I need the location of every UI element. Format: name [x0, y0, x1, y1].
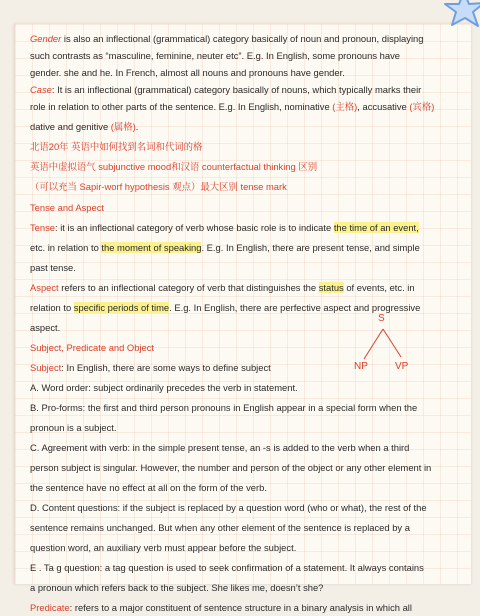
tense-line-2: etc. in relation to the moment of speaking. E.g. In English, there are present tense, and simple	[30, 242, 420, 253]
tense-line-3: past tense.	[30, 262, 76, 273]
gender-line-2: such contrasts as “masculine, feminine, neuter etc”. E.g. In English, some pronouns have	[30, 50, 400, 61]
tree-node-root: S	[378, 313, 385, 324]
gender-line-3: gender. she and he. In French, almost all nouns and pronouns have gender.	[30, 67, 345, 78]
term-tense: Tense	[30, 222, 56, 233]
highlight: specific periods of time	[73, 302, 170, 313]
term-predicate: Predicate	[30, 602, 70, 613]
tense-line-1: Tense: it is an inflectional category of verb whose basic role is to indicate the time of an event,	[30, 222, 419, 233]
item-c-1: C. Agreement with verb: in the simple present tense, an -s is added to the verb when a third	[30, 442, 410, 453]
item-e-2: a pronoun which refers back to the subject. She likes me, doesn’t she?	[30, 582, 324, 593]
predicate-line: Predicate: refers to a major constituent of sentence structure in a binary analysis in which all	[30, 602, 412, 613]
star-icon	[428, 0, 480, 32]
term-aspect: Aspect	[30, 282, 59, 293]
case-line-2: role in relation to other parts of the sentence. E.g. In English, nominative (主格), accusative (宾格)	[30, 101, 435, 112]
term-gender: Gender	[30, 33, 62, 44]
item-d-2: sentence remains unchanged. But when any other element of the sentence is replaced by a	[30, 522, 410, 533]
subject-line: Subject: In English, there are some ways to define subject	[30, 362, 271, 373]
aspect-line-1: Aspect refers to an inflectional category of verb that distinguishes the status of events, etc. in	[30, 282, 415, 293]
item-c-2: person subject is singular. However, the number and person of the object or any other element in	[30, 462, 432, 473]
note-line-1: 北语20年 英语中如何找到名词和代词的格	[30, 141, 203, 152]
case-line-1: Case: It is an inflectional (grammatical) category basically of nouns, which typically marks their	[30, 84, 422, 95]
note-line-2: 英语中虚拟语气 subjunctive mood和汉语 counterfactual thinking 区别	[30, 161, 318, 172]
item-d-3: question word, an auxiliary verb must appear before the subject.	[30, 542, 297, 553]
term-case: Case	[30, 84, 52, 95]
highlight: status	[318, 282, 344, 293]
item-b-1: B. Pro-forms: the first and third person pronouns in English appear in a special form when the	[30, 402, 418, 413]
gender-line-1: Gender is also an inflectional (grammatical) category basically of noun and pronoun, displaying	[30, 33, 424, 44]
tree-node-right: VP	[395, 361, 409, 372]
item-c-3: the sentence have no effect at all on the form of the verb.	[30, 482, 267, 493]
heading-tense-aspect: Tense and Aspect	[30, 202, 105, 213]
highlight: the moment of speaking	[101, 242, 202, 253]
item-e-1: E . Ta g question: a tag question is used to seek confirmation of a statement. It always contains	[30, 562, 424, 573]
item-a: A. Word order: subject ordinarily precedes the verb in statement.	[30, 382, 298, 393]
item-b-2: pronoun is a subject.	[30, 422, 117, 433]
syntax-tree-sketch	[352, 313, 422, 377]
aspect-line-2: relation to specific periods of time. E.g. In English, there are perfective aspect and progressive	[30, 302, 421, 313]
term-subject: Subject	[30, 362, 62, 373]
note-line-3: （可以充当 Sapir-worf hypothesis 观点）最大区别 tense mark	[30, 181, 287, 192]
case-line-3: dative and genitive (属格).	[30, 121, 139, 132]
item-d-1: D. Content questions: if the subject is replaced by a question word (who or what), the rest of the	[30, 502, 427, 513]
aspect-line-3: aspect.	[30, 322, 61, 333]
highlight: the time of an event,	[333, 222, 419, 233]
tree-node-left: NP	[354, 361, 368, 372]
heading-subject-predicate-object: Subject, Predicate and Object	[30, 342, 155, 353]
